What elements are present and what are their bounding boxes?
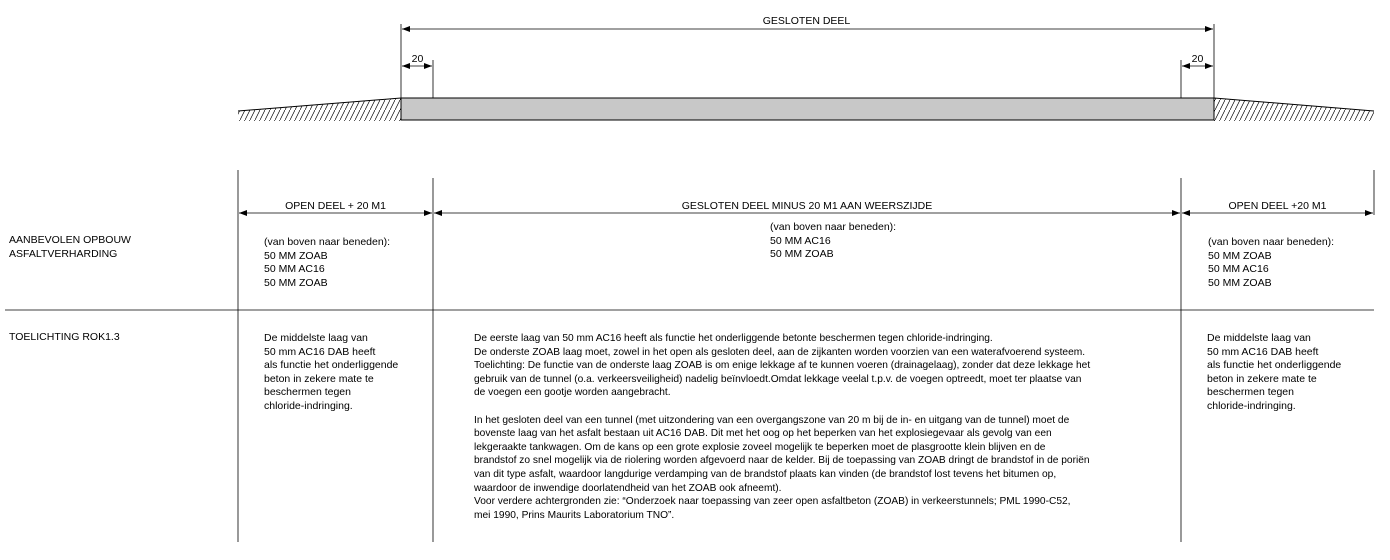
opbouw-middle-cell: (van boven naar beneden): 50 MM AC16 50 MM ZOAB [770, 221, 897, 261]
right-zone-dimension [1181, 60, 1213, 98]
overall-dimension-label: GESLOTEN DEEL [762, 15, 851, 27]
overall-dimension-line [401, 24, 1214, 98]
opbouw-row-label: AANBEVOLEN OPBOUW ASFALTVERHARDING [9, 234, 131, 260]
toelichting-row-label: TOELICHTING ROK1.3 [9, 331, 120, 343]
left-column-header: OPEN DEEL + 20 M1 [285, 200, 386, 212]
left-zone-label: 20 [411, 53, 424, 65]
opbouw-left-cell: (van boven naar beneden): 50 MM ZOAB 50 MM AC16 50 MM ZOAB [264, 236, 391, 289]
right-zone-label: 20 [1191, 53, 1204, 65]
toelichting-middle-cell: De eerste laag van 50 mm AC16 heeft als functie het onderliggende betonte beschermen tegen chloride-indringing. De onderste ZOAB laag moet, zowel in het open als gesloten deel, aan de zijkanten worden voorzien van een waterafvoerend systeem. Toelichting: De functie van de onderste laag ZOAB is om enige lekkage af te kunnen voeren (drainagelaag), zonder dat deze lekkage het gebruik van de tunnel (o.a. verkeersveiligheid) nadelig beïnvloedt.Omdat lekkage veelal t.p.v. de voegen optreedt, moet ter plaatse van de voegen een gootje worden aangebracht. In het gesloten deel van een tunnel (met uitzondering van een overgangszone van 20 m bij de in- en uitgang van de tunnel) moet de bovenste laag van het asfalt bestaan uit AC16 DAB. Dit met het oog op het beperken van het explosiegevaar als gevolg van een lekgeraakte tankwagen. Om de kans op een grote explosie zoveel mogelijk te beperken moet de plasgrootte klein blijven en de brandstof zo snel mogelijk via de riolering worden afgevoerd naar de kelder. Bij de toepassing van ZOAB dringt de brandstof in de poriën van dit type asfalt, waardoor langdurige verdamping van de brandstof plaats kan vinden (de brandstof lost tevens het bitumen op, waardoor de inwendige doorlatendheid van het ZOAB ook afneemt). Voor verdere achtergronden zie: “Onderzoek naar toepassing van zeer open asfaltbeton (ZOAB) in verkeerstunnels; PML 1990-C52, mei 1990, Prins Maurits Laboratorium TNO”. [474, 333, 1091, 521]
right-column-header: OPEN DEEL +20 M1 [1228, 200, 1327, 212]
left-zone-dimension [402, 60, 433, 98]
closed-section-slab [401, 98, 1214, 120]
opbouw-right-cell: (van boven naar beneden): 50 MM ZOAB 50 MM AC16 50 MM ZOAB [1208, 236, 1335, 289]
toelichting-left-cell: De middelste laag van 50 mm AC16 DAB heeft als functie het onderliggende beton in zekere mate te beschermen tegen chloride-indringing. [264, 332, 399, 412]
middle-column-header: GESLOTEN DEEL MINUS 20 M1 AAN WEERSZIJDE [681, 200, 933, 212]
toelichting-right-cell: De middelste laag van 50 mm AC16 DAB heeft als functie het onderliggende beton in zekere mate te beschermen tegen chloride-indringing. [1207, 332, 1342, 412]
